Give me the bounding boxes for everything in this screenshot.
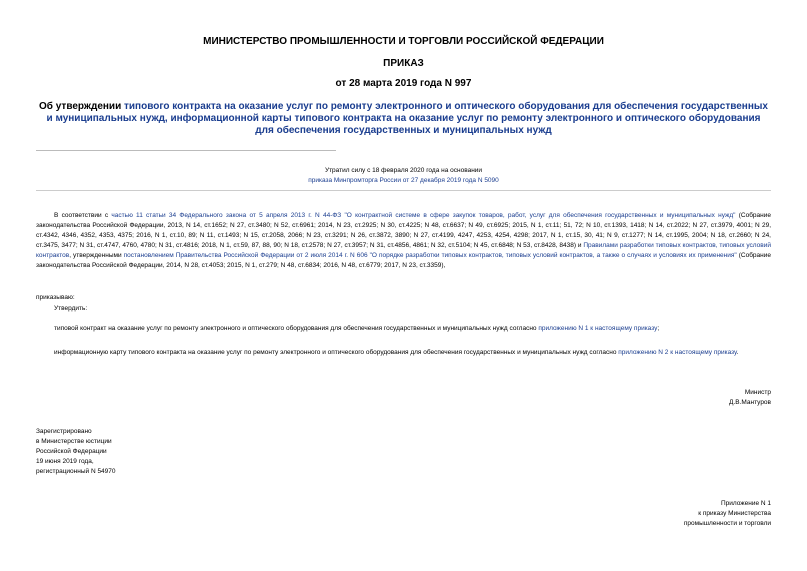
registration-line: регистрационный N 54970 xyxy=(36,468,116,475)
text-span: В соответствии с xyxy=(54,212,112,219)
title-link[interactable]: типового контракта на оказание услуг по ремонту электронного и оптического оборудования для обеспечения государственных и муниципальных нужд, информационной карты типового контракта на оказание услуг по ремонту электронного и оптического оборудования для обеспечения государственных и муниципальных нужд xyxy=(46,101,768,136)
registration-line: 19 июня 2019 года, xyxy=(36,458,94,465)
lost-force-text: Утратил силу с 18 февраля 2020 года на основании xyxy=(324,167,483,174)
appendix-header xyxy=(684,499,771,529)
registration-line: Зарегистрировано xyxy=(36,428,92,435)
appendix-1-link[interactable]: приложению N 1 к настоящему приказу xyxy=(538,325,658,332)
date-number-heading: от 28 марта 2019 года N 997 xyxy=(335,78,472,89)
law-44fz-link[interactable]: частью 11 статьи 34 Федерального закона от 5 апреля 2013 г. N 44-ФЗ "О контрактной системе в сфере закупок товаров, работ, услуг для обеспечения государственных и муниципальных нужд" xyxy=(111,212,736,219)
doc-type-heading: ПРИКАЗ xyxy=(383,58,424,69)
order-word: приказываю: xyxy=(36,294,75,301)
text-span: типовой контракт на оказание услуг по ремонту электронного и оптического оборудования для обеспечения государственных и муниципальных нужд согласно xyxy=(54,325,539,332)
text-span: (Собрание законодательства Российской Федерации, 2013, N 14, ст.1652; N 27, ст.3480; N 52, ст.6961; 2014, N 23, ст.2925; N 30, ст.4225; N 48, ст.6637; N 49, ст.6925; 2015, N 1, ст.11; 51, 72; N 10, ст.1393, 1418; N 14, ст.2022; N 27, ст.3979, 4001; N 29, ст.4342, 4346, 4352, 4353, 4375; 2016, N 1, ст.10, 89; N 11, ст.1493; N 15, ст.2058, 2066; N 23, ст.3291; N 26, ст.3872, 3890; N 27, ст.4199, 4247, 4253, 4254, 4298; 2017, N 1, ст.15, 30, 41; N 9, ст.1277; N 14, ст.1995, 2004; N 18, ст.2660; N 24, ст.3475, 3477; N 31, ст.4747, 4760, 4780; N 31, ст.4816; 2018, N 1, ст.59, 87, 88, 90; N 18, ст.2578; N 27, ст.3957; N 31, ст.4856, 4861; N 32, ст.5104; N 45, ст.6848; N 53, ст.8428, 8438) и xyxy=(36,212,772,249)
appendix-line: промышленности и торговли xyxy=(683,520,771,527)
lost-force-link[interactable]: приказа Минпромторга России от 27 декабря 2019 года N 5090 xyxy=(308,177,499,184)
signer-name: Д.В.Мантуров xyxy=(729,399,771,406)
approve-item-1 xyxy=(36,324,771,334)
rules-link[interactable]: Правилами разработки типовых контрактов, типовых условий контрактов xyxy=(36,242,771,259)
registration-line: Российской Федерации xyxy=(36,448,107,455)
divider xyxy=(36,150,336,151)
text-span: , утвержденными xyxy=(69,252,124,259)
approve-item-2 xyxy=(36,348,771,358)
divider xyxy=(36,190,771,191)
registration-block xyxy=(36,427,116,477)
text-span: . xyxy=(736,349,739,356)
ministry-heading: МИНИСТЕРСТВО ПРОМЫШЛЕННОСТИ И ТОРГОВЛИ РОССИЙСКОЙ ФЕДЕРАЦИИ xyxy=(203,36,604,47)
signature-block xyxy=(729,388,771,408)
appendix-line: к приказу Министерства xyxy=(698,510,771,517)
title-prefix: Об утверждении xyxy=(39,101,124,112)
registration-line: в Министерстве юстиции xyxy=(36,438,112,445)
text-span: (Собрание законодательства Российской Федерации, 2014, N 28, ст.4053; 2015, N 1, ст.279; N 48, ст.6834; 2016, N 48, ст.6779; 2017, N 23, ст.3359), xyxy=(36,252,771,269)
approve-word: Утвердить: xyxy=(54,305,88,312)
text-span: информационную карту типового контракта на оказание услуг по ремонту электронного и оптического оборудования для обеспечения государственных и муниципальных нужд согласно xyxy=(54,349,619,356)
document-title xyxy=(36,101,771,137)
lost-force-note xyxy=(0,166,807,186)
resolution-606-link[interactable]: постановлением Правительства Российской Федерации от 2 июля 2014 г. N 606 "О порядке разработки типовых контрактов, типовых условий контрактов, а также о случаях и условиях их применения" xyxy=(123,252,737,259)
signer-position: Министр xyxy=(744,389,771,396)
appendix-line: Приложение N 1 xyxy=(720,500,771,507)
preamble-paragraph xyxy=(36,211,771,271)
text-span: ; xyxy=(657,325,660,332)
appendix-2-link[interactable]: приложению N 2 к настоящему приказу xyxy=(618,349,737,356)
